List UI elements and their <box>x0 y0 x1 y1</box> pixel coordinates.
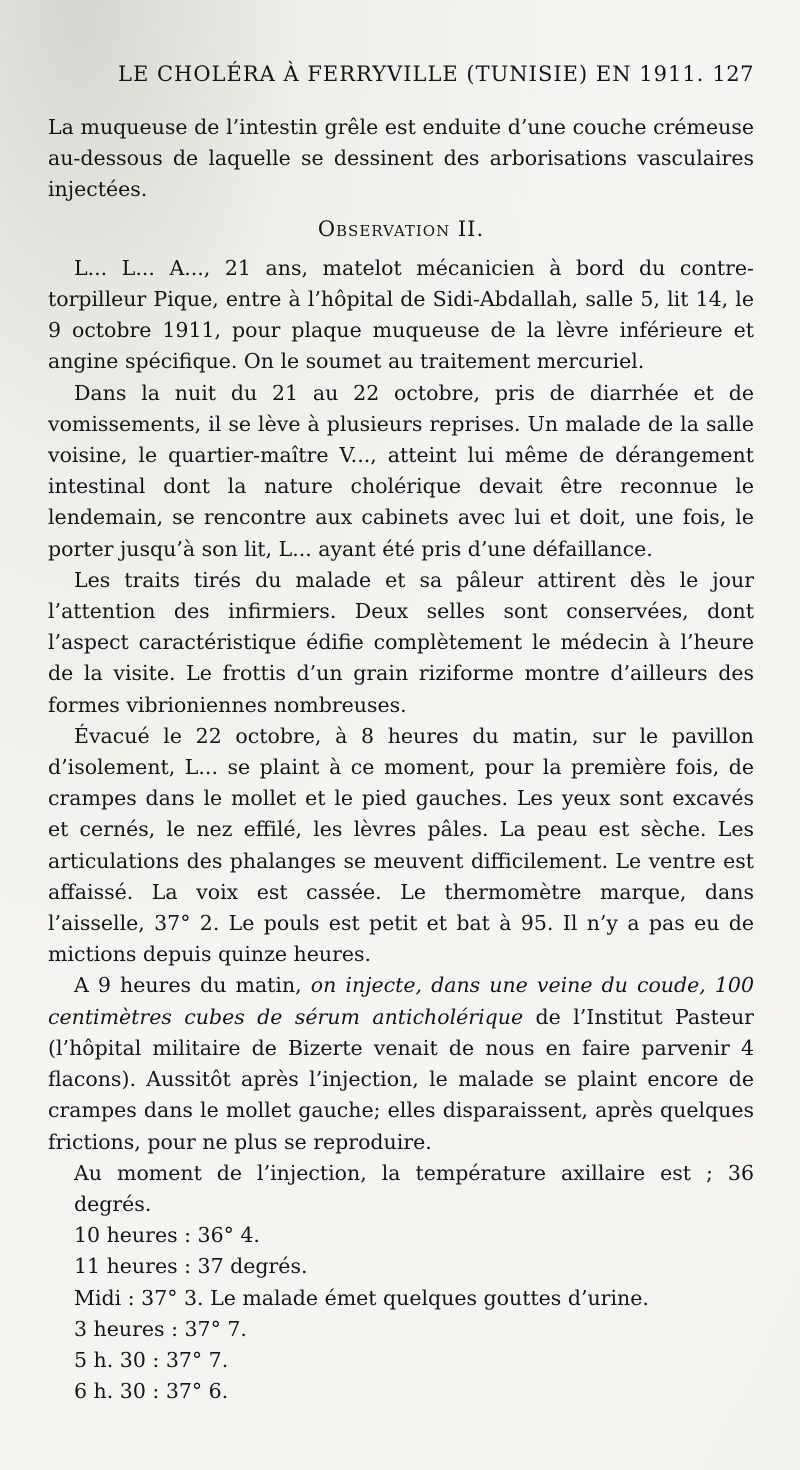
paragraph: Évacué le 22 octobre, à 8 heures du matin, sur le pavillon d’isolement, L... se plaint à ce moment, pour la première fois, de crampes dans le mollet et le pied gauches. Les yeux sont excavés et cernés, le nez effilé, les lèvres pâles. La peau est sèche. Les articulations des phalanges se meuvent difficilement. Le ventre est affaissé. La voix est cassée. Le thermomètre marque, dans l’aisselle, 37° 2. Le pouls est petit et bat à 95. Il n’y a pas eu de mictions depuis quinze heures. <box>48 723 754 967</box>
running-title: LE CHOLÉRA À FERRYVILLE (TUNISIE) EN 1911. <box>118 62 705 86</box>
paragraph: Dans la nuit du 21 au 22 octobre, pris de diarrhée et de vomissements, il se lève à plusieurs reprises. Un malade de la salle voisine, le quartier-maître V..., atteint lui même de dérangement intestinal dont la nature cholérique devait être reconnue le lendemain, se rencontre aux cabinets avec lui et doit, une fois, le porter jusqu’à son lit, L... ayant été pris d’une défaillance. <box>48 380 754 561</box>
page-number: 127 <box>712 62 754 86</box>
injection-paragraph <box>48 970 754 1157</box>
page-header <box>118 62 754 86</box>
temperature-list <box>48 1158 754 1408</box>
temperature-entry: 3 heures : 37° 7. <box>74 1316 247 1341</box>
temperature-entry: 10 heures : 36° 4. <box>74 1223 260 1248</box>
injection-text-end: de l’Institut Pasteur (l’hôpital militaire de Bizerte venait de nous en faire parvenir 4 flacons). Aussitôt après l’injection, le malade se plaint encore de crampes dans le mollet gauche; elles disparaissent, après quelques frictions, pour ne plus se reproduire. <box>48 1004 754 1154</box>
injection-text-start: A 9 heures du matin, <box>74 973 311 998</box>
injection-text-italic: on injecte, dans une veine du coude, 100 centimètres cubes de sérum anticholérique <box>48 973 754 1029</box>
observation-heading: Observation II. <box>317 216 485 241</box>
temperature-entry: 11 heures : 37 degrés. <box>74 1254 308 1279</box>
paragraph: Les traits tirés du malade et sa pâleur attirent dès le jour l’attention des infirmiers. Deux selles sont conservées, dont l’aspect caractéristique édifie complètement le médecin à l’heure de la visite. Le frottis d’un grain riziforme montre d’ailleurs des formes vibrioniennes nombreuses. <box>48 567 754 717</box>
intro-paragraph: La muqueuse de l’intestin grêle est enduite d’une couche crémeuse au-dessous de laquelle se dessinent des arborisations vasculaires injectées. <box>48 115 754 202</box>
temperature-entry: 6 h. 30 : 37° 6. <box>74 1379 229 1404</box>
paragraph: L... L... A..., 21 ans, matelot mécanicien à bord du contre-torpilleur Pique, entre à l’hôpital de Sidi-Abdallah, salle 5, lit 14, le 9 octobre 1911, pour plaque muqueuse de la lèvre inférieure et angine spécifique. On le soumet au traitement mercuriel. <box>48 255 754 374</box>
temperature-intro: Au moment de l’injection, la température axillaire est ; 36 degrés. <box>74 1160 754 1216</box>
body-text <box>48 112 754 1407</box>
temperature-entry: Midi : 37° 3. Le malade émet quelques gouttes d’urine. <box>74 1285 649 1310</box>
temperature-entry: 5 h. 30 : 37° 7. <box>74 1347 229 1372</box>
